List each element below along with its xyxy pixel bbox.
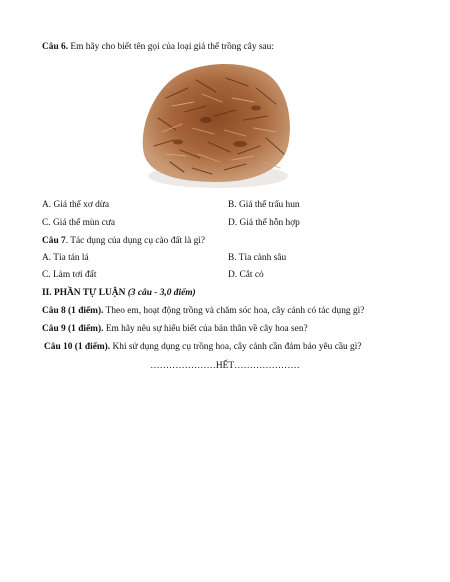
question-6-option-a: A. Giá thể xơ dừa — [42, 200, 110, 210]
section-heading — [42, 288, 196, 298]
question-7-option-c: C. Làm tơi đất — [42, 270, 97, 280]
section-title: II. PHẦN TỰ LUẬN — [42, 288, 126, 298]
question-6 — [42, 42, 274, 52]
question-8-text: Theo em, hoạt động trồng và chăm sóc hoa, cây cảnh có tác dụng gì? — [103, 306, 365, 316]
question-7 — [42, 236, 205, 246]
question-6-text: Em hãy cho biết tên gọi của loại giá thể trồng cây sau: — [68, 42, 274, 52]
question-8-label: Câu 8 (1 điểm). — [42, 306, 104, 316]
question-6-option-d: D. Giá thể hỗn hợp — [228, 218, 300, 228]
question-6-option-c: C. Giá thể mùn cưa — [42, 218, 116, 228]
question-10 — [44, 342, 362, 352]
question-6-label: Câu 6. — [42, 42, 69, 52]
question-8 — [42, 306, 364, 316]
question-10-text: Khi sử dụng dụng cụ trồng hoa, cây cảnh cần đảm bảo yêu cầu gì? — [110, 342, 362, 352]
question-7-option-d: D. Cắt cỏ — [228, 270, 264, 280]
end-marker: …………………HẾT………………… — [150, 361, 300, 371]
question-7-option-a: A. Tỉa tán lá — [42, 253, 89, 263]
question-7-option-b: B. Tỉa cành sâu — [228, 253, 287, 263]
question-10-label: Câu 10 (1 điểm). — [44, 342, 111, 352]
section-subtitle: (3 câu - 3,0 điểm) — [127, 288, 196, 298]
question-7-text: . Tác dụng của dụng cụ cào đất là gì? — [65, 236, 206, 246]
question-7-label: Câu 7 — [42, 236, 66, 246]
question-9-label: Câu 9 (1 điểm). — [42, 324, 104, 334]
question-9 — [42, 324, 308, 334]
question-9-text: Em hãy nêu sự hiểu biết của bản thân về cây hoa sen? — [103, 324, 308, 334]
question-6-option-b: B. Giá thể trấu hun — [228, 200, 300, 210]
coconut-fiber-photo — [136, 58, 294, 192]
